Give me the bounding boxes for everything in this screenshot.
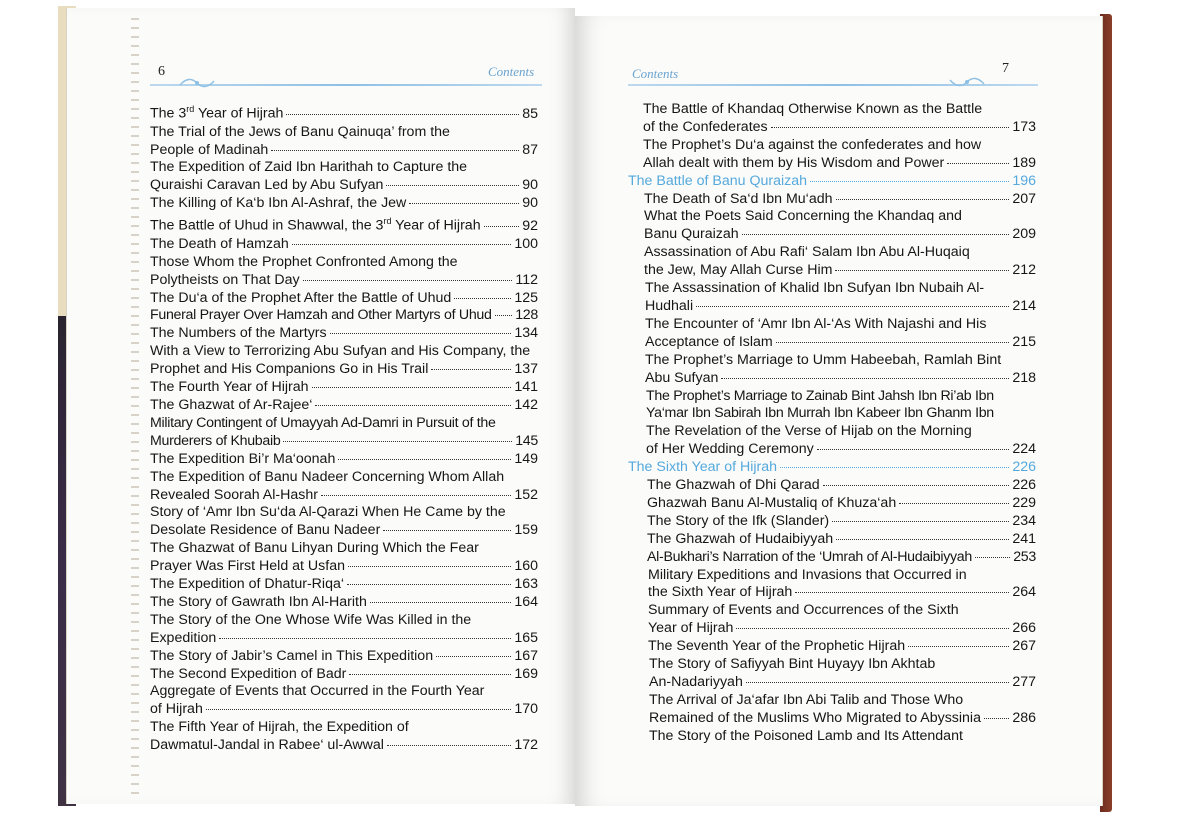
toc-page-number: 85: [522, 105, 538, 122]
toc-entry-text: Ghazwah Banu Al-Mustaliq of Khuza‘ah: [647, 494, 897, 511]
toc-entry-text: Acceptance of Islam: [645, 333, 773, 350]
toc-entry[interactable]: [150, 254, 538, 290]
dot-leader: [219, 638, 511, 639]
toc-entry[interactable]: [150, 307, 538, 325]
toc-page-number: 218: [1012, 369, 1036, 386]
dot-leader: [736, 628, 1009, 629]
toc-entry[interactable]: [150, 159, 538, 195]
toc-entry[interactable]: [628, 191, 1036, 209]
dot-leader: [303, 280, 513, 281]
dot-leader: [206, 709, 511, 710]
toc-entry-text: The Death of Sa‘d Ibn Mu‘adh: [644, 190, 833, 207]
toc-entry[interactable]: [628, 388, 1036, 460]
toc-entry-text: The Numbers of the Martyrs: [150, 325, 327, 342]
toc-entry-text: The Expedition of Banu Nadeer Concerning Whom Allah: [150, 468, 505, 485]
toc-page-number: 163: [514, 576, 538, 593]
dot-leader: [283, 441, 512, 442]
toc-page-number: 167: [514, 647, 538, 664]
toc-entry-text: The Revelation of the Verse of Hijab on the Morning: [646, 423, 972, 440]
toc-entry[interactable]: [628, 567, 1036, 603]
dot-leader: [383, 530, 511, 531]
toc-entry-text: The Ghazwah of Dhi Qarad: [647, 477, 820, 494]
dot-leader: [776, 342, 1010, 343]
dot-leader: [836, 539, 1009, 540]
dot-leader: [271, 150, 519, 151]
dot-leader: [454, 298, 511, 299]
toc-page-number: 149: [514, 450, 538, 467]
toc-entry-text: Summary of Events and Occurrences of the Sixth: [648, 602, 959, 619]
toc-entry[interactable]: [150, 612, 538, 648]
left-running-head: Contents: [488, 64, 535, 79]
toc-entry-text: Military Contingent of Umayyah Ad-Damri in Pursuit of the: [150, 414, 496, 431]
toc-entry-text: The Story of the Ifk (Slander): [647, 512, 830, 529]
toc-page-number: 164: [514, 593, 538, 610]
toc-entry-text: People of Madinah: [150, 141, 269, 158]
dot-leader: [810, 181, 1009, 182]
dot-leader: [975, 557, 1010, 558]
toc-page-number: 159: [514, 522, 538, 539]
toc-entry-text: The Expedition Bi’r Ma‘oonah: [150, 450, 336, 467]
dot-leader: [409, 203, 519, 204]
toc-entry-text: Story of ‘Amr Ibn Su‘da Al-Qarazi When He Came by the: [150, 504, 506, 521]
toc-entry-text: The Story of the Poisoned Lamb and Its Attendant: [649, 727, 963, 744]
toc-entry[interactable]: [628, 513, 1036, 531]
toc-entry-text: Those Whom the Prophet Confronted Among the: [150, 253, 458, 270]
toc-entry-text: Revealed Soorah Al-Hashr: [150, 486, 318, 503]
toc-entry-text: Quraishi Caravan Led by Abu Sufyan: [150, 177, 384, 194]
toc-page-number: 173: [1012, 118, 1036, 135]
dot-leader: [832, 521, 1009, 522]
dot-leader: [484, 226, 520, 227]
toc-entry-text: Polytheists on That Day: [150, 271, 300, 288]
toc-entry[interactable]: [628, 244, 1036, 280]
toc-entry[interactable]: [628, 280, 1036, 316]
toc-entry[interactable]: [628, 638, 1036, 656]
left-page-number: 6: [158, 64, 165, 79]
dot-leader: [746, 682, 1009, 683]
toc-entry-text: Hudhali: [645, 297, 694, 314]
toc-right: [628, 101, 1036, 746]
toc-page-number: 152: [514, 486, 538, 503]
toc-entry-text: Aggregate of Events that Occurred in the Fourth Year: [150, 683, 485, 700]
toc-page-number: 100: [514, 235, 538, 252]
toc-page-number: 286: [1012, 709, 1036, 726]
toc-entry[interactable]: [628, 602, 1036, 638]
toc-entry[interactable]: [150, 379, 538, 397]
toc-page-number: 214: [1012, 297, 1036, 314]
toc-entry[interactable]: [150, 540, 538, 576]
dot-leader: [292, 244, 512, 245]
dot-leader: [823, 485, 1010, 486]
dot-leader: [349, 674, 511, 675]
toc-entry-text: Ya‘mar Ibn Sabirah Ibn Murrah Ibn Kabeer Ibn Ghanm Ibn: [646, 405, 994, 422]
toc-entry[interactable]: [150, 325, 538, 343]
toc-entry-text: An-Nadariyyah: [649, 674, 743, 690]
toc-entry-text: The Prophet’s Marriage to Zainab Bint Jahsh Ibn Ri’ab Ibn: [646, 387, 994, 404]
toc-entry[interactable]: [150, 594, 538, 612]
toc-entry-text: Military Expeditions and Invasions that Occurred in: [648, 566, 967, 583]
dot-leader: [771, 127, 1010, 128]
toc-entry[interactable]: [150, 683, 538, 719]
toc-entry-text: Allah dealt with them by His Wisdom and Power: [643, 154, 945, 171]
left-header-ornament-icon: [178, 76, 216, 90]
toc-entry[interactable]: [150, 195, 538, 213]
dot-leader: [742, 234, 1010, 235]
dot-leader: [431, 369, 511, 370]
toc-entry-text: Prophet and His Companions Go in His Trail: [150, 361, 429, 378]
toc-page-number: 229: [1012, 494, 1036, 511]
toc-entry-text: Murderers of Khubaib: [150, 432, 281, 449]
dot-leader: [696, 306, 1009, 307]
toc-page-number: 170: [514, 701, 538, 718]
toc-page-number: 266: [1012, 620, 1036, 637]
toc-entry[interactable]: [628, 692, 1036, 728]
toc-page-number: 241: [1012, 530, 1036, 547]
toc-entry-text: of the Confederates: [643, 118, 768, 135]
toc-left: [150, 101, 538, 755]
toc-page-number: 226: [1012, 459, 1036, 476]
toc-entry-text: The Story of Jabir’s Camel in This Expedition: [150, 647, 434, 664]
toc-entry-text: Year of Hijrah: [648, 620, 734, 637]
toc-page-number: 234: [1012, 512, 1036, 529]
toc-entry-text: Dawmatul-Jandal in Rabee‘ ul-Awwal: [150, 737, 384, 754]
toc-entry-text: Al-Bukhari’s Narration of the ‘Umrah of Al-Hudaibiyyah: [647, 548, 972, 565]
toc-entry[interactable]: [628, 208, 1036, 244]
dot-leader: [908, 646, 1009, 647]
dot-leader: [330, 333, 512, 334]
toc-entry-text: The Du‘a of the Prophet After the Battle of Uhud: [150, 289, 452, 306]
toc-entry[interactable]: [628, 352, 1036, 388]
toc-entry-text: The Prophet’s Marriage to Umm Habeebah, Ramlah Bint: [645, 351, 1002, 368]
toc-entry[interactable]: [628, 495, 1036, 513]
dot-leader: [321, 495, 511, 496]
toc-entry[interactable]: The 3rd Year of Hijrah 85: [150, 104, 538, 122]
toc-entry[interactable]: [628, 549, 1036, 567]
toc-entry-text: the Jew, May Allah Curse Him: [644, 262, 833, 279]
toc-page-number: 137: [514, 361, 538, 378]
toc-page-number: 215: [1012, 333, 1036, 350]
toc-entry[interactable]: The Battle of Uhud in Shawwal, the 3rd Year of Hijrah 92: [150, 216, 538, 234]
toc-page-number: 196: [1012, 172, 1036, 189]
dot-leader: [315, 405, 511, 406]
dot-leader: [436, 656, 511, 657]
toc-entry[interactable]: [150, 469, 538, 505]
toc-entry-text: Prayer Was First Held at Usfan: [150, 558, 345, 575]
toc-entry-text: The Fourth Year of Hijrah: [150, 379, 309, 396]
dot-leader: [795, 592, 1009, 593]
toc-entry-text: The Sixth Year of Hijrah: [628, 459, 778, 476]
toc-entry-text: The Ghazwah of Hudaibiyyah: [647, 530, 834, 547]
toc-entry[interactable]: [150, 648, 538, 666]
toc-page-number: 90: [522, 195, 538, 212]
toc-page-number: 226: [1012, 477, 1036, 494]
toc-page-number: 125: [514, 289, 538, 306]
dot-leader: [286, 114, 519, 115]
dot-leader: [780, 467, 1009, 468]
toc-entry-text: The Arrival of Ja‘afar Ibn Abi Talib and Those Who: [649, 691, 964, 708]
toc-entry-text: of Her Wedding Ceremony: [646, 441, 814, 458]
toc-page-number: 264: [1012, 584, 1036, 601]
dot-leader: [947, 163, 1009, 164]
toc-page-number: 267: [1012, 638, 1036, 655]
toc-entry-text: The Seventh Year of the Prophetic Hijrah: [648, 638, 906, 655]
toc-entry[interactable]: [628, 728, 1036, 746]
toc-entry[interactable]: [628, 656, 1036, 692]
toc-entry-text: The Death of Hamzah: [150, 235, 289, 252]
toc-entry-text: The Trial of the Jews of Banu Qainuqa’ from the: [150, 123, 450, 140]
toc-entry-text: The Battle of Banu Quraizah: [628, 172, 808, 189]
dot-leader: [312, 387, 512, 388]
toc-page-number: 277: [1012, 674, 1036, 690]
toc-entry-text: Desolate Residence of Banu Nadeer: [150, 522, 381, 539]
toc-entry-text: Expedition: [150, 629, 217, 646]
right-header-ornament-icon: [948, 75, 986, 89]
dot-leader: [338, 459, 511, 460]
toc-entry-text: The Expedition of Zaid Ibn Harithah to Capture the: [150, 159, 468, 176]
dot-leader: [386, 185, 519, 186]
dot-leader: [817, 449, 1010, 450]
toc-page-number: 128: [515, 307, 538, 324]
toc-entry[interactable]: [150, 343, 538, 379]
dot-leader: [387, 745, 511, 746]
toc-entry-text: of Hijrah: [150, 701, 203, 718]
toc-entry-text: The Fifth Year of Hijrah, the Expedition of: [150, 719, 409, 736]
toc-entry-text: What the Poets Said Concerning the Khandaq and: [644, 208, 962, 225]
toc-entry-highlighted[interactable]: [628, 173, 1036, 191]
toc-entry-text: With a View to Terrorizing Abu Sufyan and His Company, the: [150, 343, 531, 360]
dot-leader: [984, 718, 1009, 719]
toc-entry[interactable]: [150, 576, 538, 594]
toc-entry-text: Funeral Prayer Over Hamzah and Other Martyrs of Uhud: [150, 307, 492, 324]
toc-entry-text: The Encounter of ‘Amr Ibn Al-‘As With Najashi and His: [645, 315, 987, 332]
toc-page-number: 209: [1012, 226, 1036, 243]
toc-page-number: 160: [514, 558, 538, 575]
page-binding-stitch: [131, 18, 139, 798]
toc-entry-text: The Expedition of Dhatur-Riqa‘: [150, 576, 344, 593]
toc-entry-text: Assassination of Abu Rafi‘ Salam Ibn Abu Al-Huqaiq: [644, 244, 970, 261]
toc-entry[interactable]: [150, 451, 538, 469]
toc-entry-text: The Killing of Ka‘b Ibn Al-Ashraf, the Jew: [150, 195, 407, 212]
toc-entry-highlighted[interactable]: [628, 459, 1036, 477]
toc-page-number: 212: [1012, 262, 1036, 279]
dot-leader: [347, 584, 511, 585]
dot-leader: [370, 602, 511, 603]
toc-page-number: 90: [522, 177, 538, 194]
toc-page-number: 134: [514, 325, 538, 342]
toc-page-number: 141: [514, 379, 538, 396]
toc-entry-text: Banu Quraizah: [644, 226, 739, 243]
toc-entry-text: The Prophet’s Du‘a against the confederates and how: [643, 136, 982, 153]
toc-entry[interactable]: [150, 504, 538, 540]
toc-page-number: 189: [1012, 154, 1036, 171]
dot-leader: [348, 566, 511, 567]
toc-page-number: 172: [514, 737, 538, 754]
toc-entry-text: Remained of the Muslims Who Migrated to Abyssinia: [649, 709, 981, 726]
toc-page-number: 92: [522, 217, 538, 234]
toc-entry[interactable]: [150, 290, 538, 308]
toc-entry-text: The Assassination of Khalid Ibn Sufyan Ibn Nubaih Al-: [645, 280, 985, 297]
toc-page-number: 207: [1012, 190, 1036, 207]
dot-leader: [495, 315, 513, 316]
toc-entry-text: The Second Expedition of Badr: [150, 665, 347, 682]
right-page-number: 7: [1002, 61, 1009, 76]
toc-entry-text: the Sixth Year of Hijrah: [648, 584, 793, 601]
toc-entry-text: The Story of Gawrath Ibn Al-Harith: [150, 593, 367, 610]
toc-entry[interactable]: [628, 137, 1036, 173]
toc-page-number: 169: [514, 665, 538, 682]
toc-entry[interactable]: [150, 666, 538, 684]
right-running-head: Contents: [632, 66, 679, 81]
toc-page-number: 145: [515, 432, 538, 449]
toc-page-number: 253: [1013, 548, 1036, 565]
dot-leader: [836, 199, 1010, 200]
toc-entry[interactable]: [628, 101, 1036, 137]
toc-page-number: 112: [515, 271, 538, 288]
toc-entry[interactable]: [150, 236, 538, 254]
toc-entry[interactable]: [150, 719, 538, 755]
dot-leader: [899, 503, 1009, 504]
toc-entry[interactable]: [150, 124, 538, 160]
toc-entry-text: Abu Sufyan: [645, 369, 719, 386]
toc-entry-text: The Story of the One Whose Wife Was Killed in the: [150, 611, 472, 628]
toc-entry-text: The Battle of Khandaq Otherwise Known as the Battle: [643, 101, 983, 117]
toc-entry-text: The Ghazwat of Ar-Rajee‘: [150, 396, 313, 413]
toc-entry[interactable]: [628, 531, 1036, 549]
toc-entry[interactable]: [150, 415, 538, 451]
toc-entry[interactable]: [150, 397, 538, 415]
toc-page-number: 224: [1012, 441, 1036, 458]
toc-entry[interactable]: [628, 316, 1036, 352]
toc-entry[interactable]: [628, 477, 1036, 495]
toc-page-number: 165: [514, 629, 538, 646]
dot-leader: [835, 270, 1009, 271]
toc-entry-text: The Story of Safiyyah Bint Huyayy Ibn Akhtab: [649, 656, 936, 673]
dot-leader: [721, 378, 1009, 379]
toc-page-number: 87: [522, 141, 538, 158]
toc-page-number: 142: [514, 396, 538, 413]
toc-entry-text: The Ghazwat of Banu Lihyan During Which the Fear: [150, 540, 479, 557]
